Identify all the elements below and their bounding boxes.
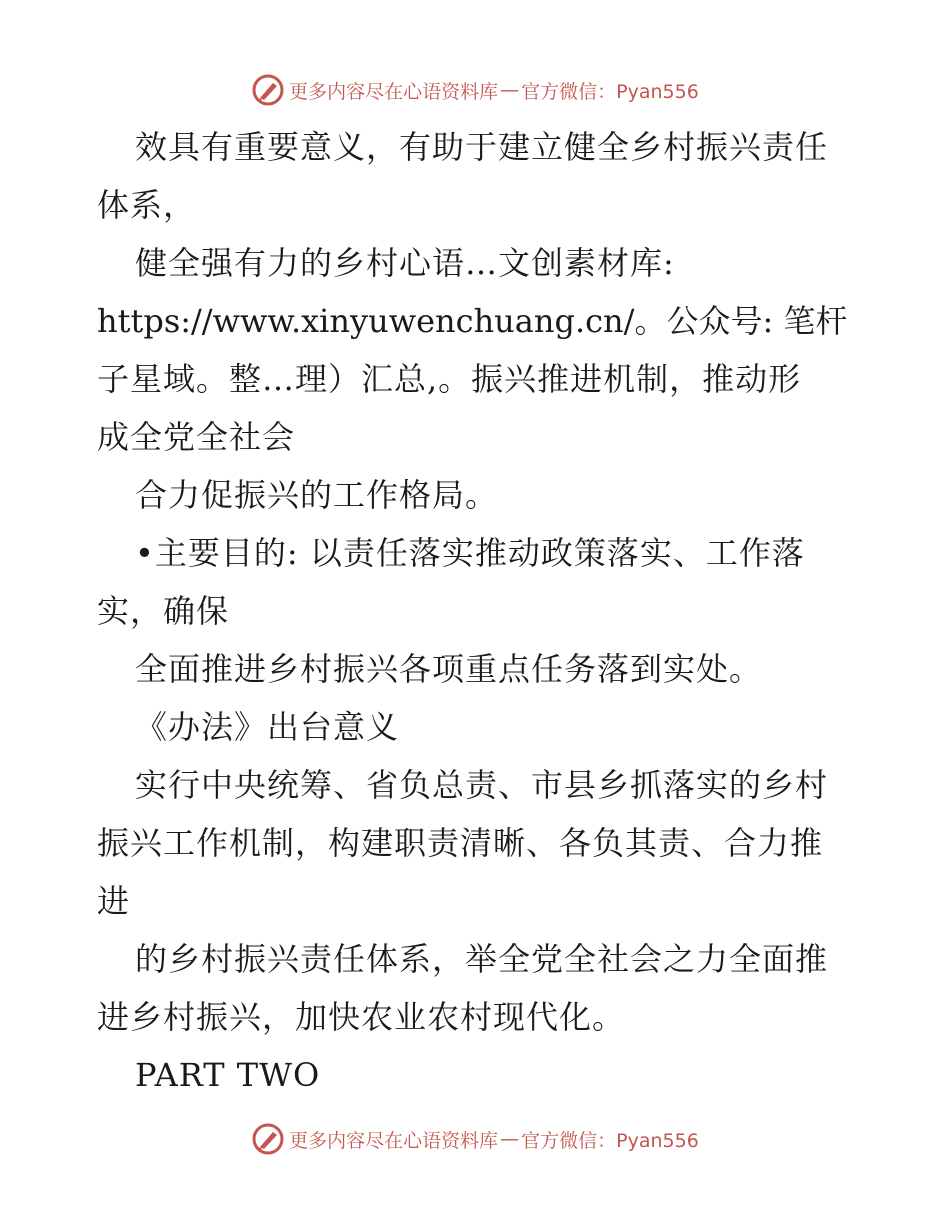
banner-brand: 更多内容尽在心语资料库 [289, 1129, 499, 1152]
banner-wechat: 官方微信：Pyan556 [521, 80, 699, 103]
section-heading: 《办法》出台意义 [135, 708, 400, 746]
paragraph-line: 效具有重要意义，有助于建立健全乡村振兴责任 [135, 128, 829, 166]
bullet-line: •主要目的: 以责任落实推动政策落实、工作落 [135, 534, 805, 572]
paragraph-line: 进乡村振兴，加快农业农村现代化。 [97, 998, 626, 1036]
banner-brand: 更多内容尽在心语资料库 [289, 80, 499, 103]
paragraph-line: 子星域。整…理）汇总,。振兴推进机制，推动形 [97, 360, 802, 398]
paragraph-line: 合力促振兴的工作格局。 [135, 476, 499, 514]
paragraph-line: 实行中央统筹、省负总责、市县乡抓落实的乡村 [135, 766, 829, 804]
paragraph-line: https://www.xinyuwenchuang.cn/。公众号: 笔杆 [97, 302, 848, 340]
part-label: PART TWO [135, 1056, 321, 1094]
paragraph-line: 振兴工作机制，构建职责清晰、各负其责、合力推 [97, 824, 824, 862]
paragraph-line: 体系， [97, 186, 197, 224]
pen-logo-icon [251, 73, 285, 107]
banner-dash: — [500, 1128, 520, 1150]
banner-wechat: 官方微信：Pyan556 [521, 1129, 699, 1152]
paragraph-line: 健全强有力的乡村心语…文创素材库: [135, 244, 675, 282]
banner-dash: — [500, 79, 520, 101]
document-body [97, 118, 853, 1104]
paragraph-line: 的乡村振兴责任体系，举全党全社会之力全面推 [135, 940, 829, 978]
header-banner [0, 70, 950, 110]
paragraph-line: 进 [97, 882, 131, 920]
paragraph-line: 成全党全社会 [97, 418, 296, 456]
paragraph-line: 实，确保 [97, 592, 230, 630]
pen-logo-icon [251, 1122, 285, 1156]
paragraph-line: 全面推进乡村振兴各项重点任务落到实处。 [135, 650, 763, 688]
footer-banner [0, 1119, 950, 1159]
